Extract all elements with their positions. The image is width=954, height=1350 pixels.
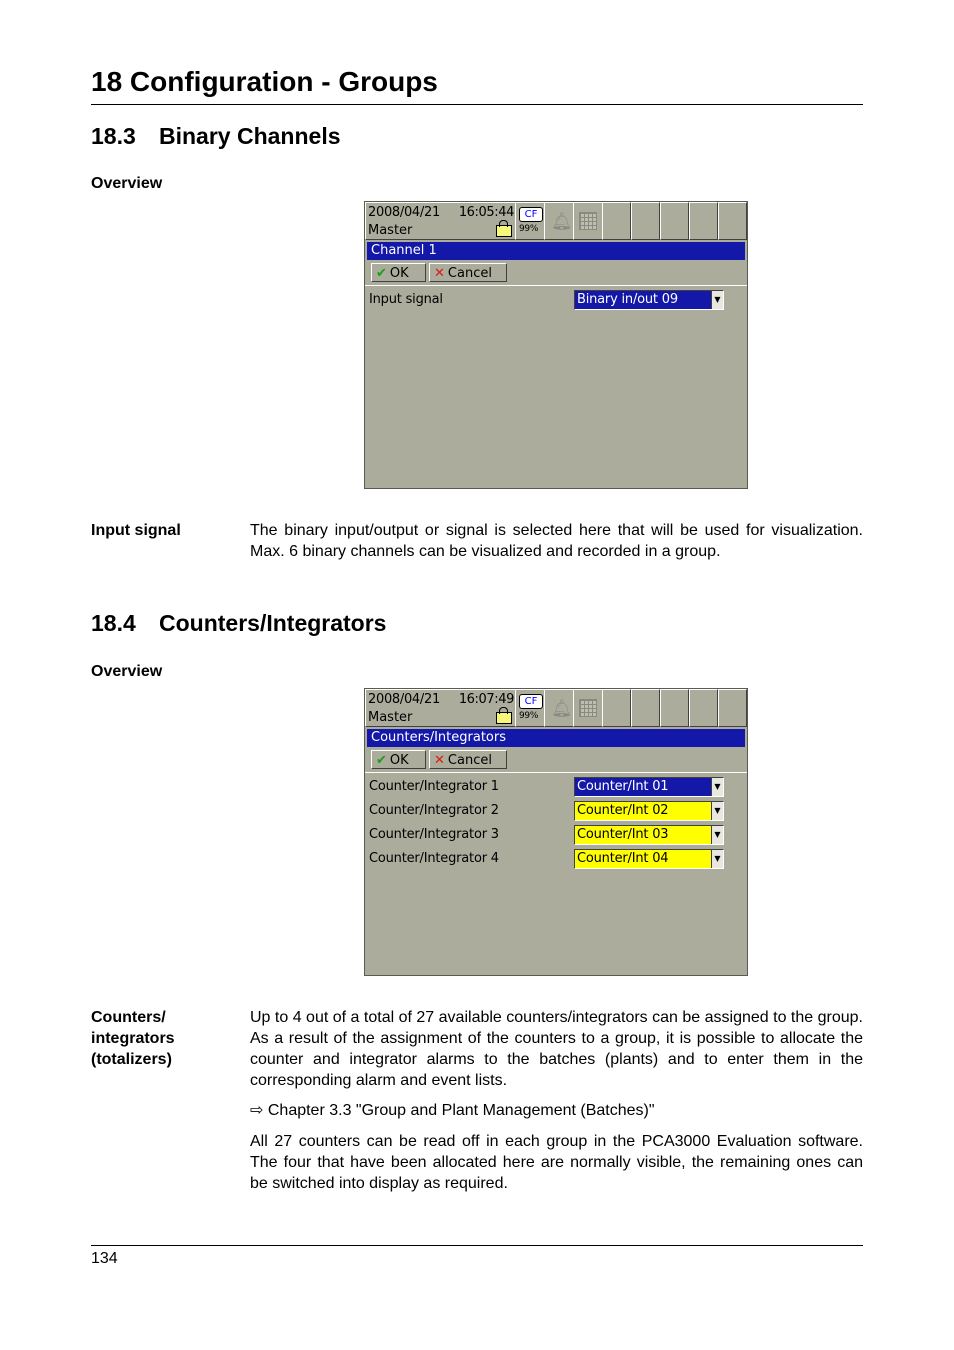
cross-reference-link[interactable]: Chapter 3.3 "Group and Plant Management (Batches)" [267,1102,655,1119]
check-icon: ✔ [376,753,387,768]
overview-label: Overview [91,663,163,680]
counter-integrator-3-label: Counter/Integrator 3 [369,827,499,842]
cf-card-button[interactable] [515,202,545,240]
alarm-button[interactable] [544,689,574,727]
cf-card-icon: CF [519,207,543,222]
ok-button[interactable] [371,750,426,769]
term-input-signal: Input signal [91,522,181,539]
dialog-title: Counters/Integrators [367,729,745,747]
cf-card-percent: 99% [519,711,539,721]
dialog-title: Channel 1 [367,242,745,260]
bell-icon: 🔔︎ [551,212,573,232]
counters-paragraph-1: Up to 4 out of a total of 27 available counters/integrators can be assigned to the group. As a result of the assignment of the counters to a group, it is possible to allocate the counter and integrator alarms to the batches (plants) and to enter them in the corresponding alarm and event lists. [250,1009,863,1089]
counter-integrator-3-value: Counter/Int 03 [575,826,711,844]
chapter-rule [91,104,863,105]
status-bar [365,202,747,240]
soft-key-2[interactable] [631,689,660,727]
cf-card-icon: CF [519,694,543,709]
status-bar [365,689,747,727]
calculator-button[interactable] [573,202,603,240]
date-display: 2008/04/21 [368,205,440,220]
date-display: 2008/04/21 [368,692,440,707]
divider [365,772,747,773]
soft-key-5[interactable] [718,689,747,727]
term-line: (totalizers) [91,1051,172,1068]
counter-integrator-3-dropdown[interactable] [574,825,724,845]
counter-integrator-1-label: Counter/Integrator 1 [369,779,499,794]
divider [365,285,747,286]
calculator-icon [579,699,597,717]
soft-key-3[interactable] [660,689,689,727]
ok-label: OK [389,753,409,768]
section-title: Binary Channels [159,123,341,149]
dropdown-arrow-icon: ▼ [711,826,723,844]
soft-key-1[interactable] [602,689,631,727]
calculator-icon [579,212,597,230]
dropdown-arrow-icon: ▼ [711,291,723,309]
dropdown-arrow-icon: ▼ [711,778,723,796]
section-18-4-heading [91,610,386,637]
soft-key-3[interactable] [660,202,689,240]
overview-label: Overview [91,175,163,192]
cf-card-percent: 99% [519,224,539,234]
term-line: integrators [91,1030,175,1047]
soft-key-5[interactable] [718,202,747,240]
counter-integrator-2-dropdown[interactable] [574,801,724,821]
datetime-panel [365,202,517,240]
counter-integrator-4-dropdown[interactable] [574,849,724,869]
calculator-button[interactable] [573,689,603,727]
counter-integrator-4-value: Counter/Int 04 [575,850,711,868]
chapter-title: 18 Configuration - Groups [91,66,438,97]
input-signal-dropdown[interactable] [574,290,724,310]
counter-integrator-2-label: Counter/Integrator 2 [369,803,499,818]
lock-icon [496,712,512,724]
soft-key-2[interactable] [631,202,660,240]
input-signal-description: The binary input/output or signal is selected here that will be used for visualization. Max. 6 binary channels can be visualized and recorded in a group. [250,522,863,560]
soft-key-4[interactable] [689,202,718,240]
soft-key-4[interactable] [689,689,718,727]
dropdown-arrow-icon: ▼ [711,802,723,820]
cf-card-button[interactable] [515,689,545,727]
user-display: Master [368,710,413,725]
cancel-label: Cancel [447,266,492,281]
input-signal-label: Input signal [369,292,443,307]
term-line: Counters/ [91,1009,166,1026]
input-signal-value: Binary in/out 09 [575,291,711,309]
soft-key-1[interactable] [602,202,631,240]
counter-integrator-1-value: Counter/Int 01 [575,778,711,796]
cross-reference [250,1100,655,1120]
counters-paragraph-2: All 27 counters can be read off in each group in the PCA3000 Evaluation software. The four that have been allocated here are normally visible, the remaining ones can be switched into display as required. [250,1133,863,1192]
cross-icon: ✕ [434,753,445,768]
section-18-3-heading [91,123,341,150]
cancel-button[interactable] [429,750,507,769]
dropdown-arrow-icon: ▼ [711,850,723,868]
datetime-panel [365,689,517,727]
counter-integrator-1-dropdown[interactable] [574,777,724,797]
cancel-label: Cancel [447,753,492,768]
section-number: 18.4 [91,610,136,636]
binary-channels-screen [364,201,748,489]
ok-button[interactable] [371,263,426,282]
section-number: 18.3 [91,123,136,149]
arrow-right-icon: ⇨ [250,1102,264,1119]
cross-icon: ✕ [434,266,445,281]
bell-icon: 🔔︎ [551,699,573,719]
section-title: Counters/Integrators [159,610,387,636]
ok-label: OK [389,266,409,281]
term-counters-integrators [91,1007,241,1070]
check-icon: ✔ [376,266,387,281]
user-display: Master [368,223,413,238]
lock-icon [496,225,512,237]
counters-integrators-screen [364,688,748,976]
counter-integrator-2-value: Counter/Int 02 [575,802,711,820]
footer-rule [91,1245,863,1246]
counter-integrator-4-label: Counter/Integrator 4 [369,851,499,866]
alarm-button[interactable] [544,202,574,240]
time-display: 16:07:49 [458,692,514,707]
page-number: 134 [91,1250,118,1267]
cancel-button[interactable] [429,263,507,282]
time-display: 16:05:44 [458,205,514,220]
